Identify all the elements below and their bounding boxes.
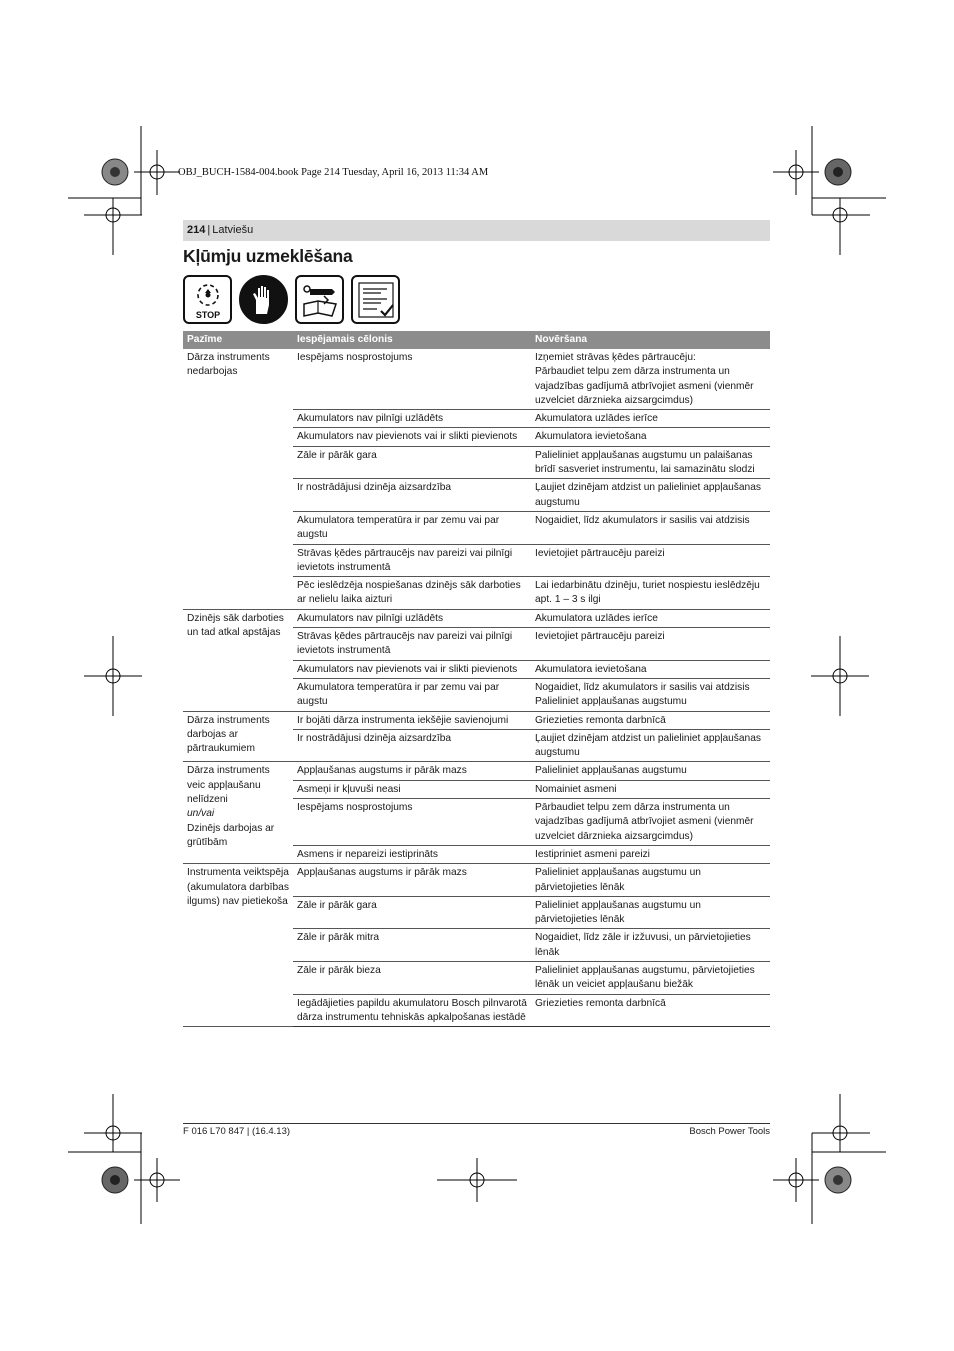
header-remedy: Novēršana [531, 331, 770, 349]
remedy-text: Lai iedarbinātu dzinēju, turiet nospiestu ieslēdzēju apt. 1 – 3 s ilgi [535, 580, 760, 606]
remedy-text: Palieliniet appļaušanas augstumu un pārvietojieties lēnāk [535, 867, 701, 893]
remedy-text: Akumulatora ievietošana [535, 431, 647, 443]
remedy-text: Akumulatora uzlādes ierīce [535, 612, 658, 624]
stop-icon [183, 275, 232, 324]
cause-cell: Pēc ieslēdzēja nospiešanas dzinējs sāk darboties ar nelielu laika aizturi [293, 577, 531, 610]
symptom-text: Dārza instruments nedarbojas [187, 352, 270, 378]
remedy-cell [531, 410, 770, 428]
table-header-row [183, 331, 770, 349]
cause-cell: Ir nostrādājusi dzinēja aizsardzība [293, 479, 531, 512]
remedy-text: Griezieties remonta darbnīcā [535, 714, 666, 726]
safety-icon-row [183, 275, 400, 325]
remedy-cell [531, 864, 770, 897]
table-body [183, 349, 770, 1027]
remedy-cell [531, 577, 770, 610]
symptom-cell [183, 762, 293, 864]
symptom-text: Instrumenta veiktspēja (akumulatora darbības ilgums) nav pietiekoša [187, 867, 289, 907]
remedy-cell [531, 799, 770, 846]
remedy-text: Akumulatora uzlādes ierīce [535, 413, 658, 425]
remedy-text: Pārbaudiet telpu zem dārza instrumenta un vajadzības gadījumā atbrīvojiet asmeni (vienmēr uzvelciet dārznieka aizsargcimdus) [535, 366, 754, 406]
remedy-cell [531, 446, 770, 479]
cause-cell: Iespējams nosprostojums [293, 349, 531, 410]
remedy-cell [531, 896, 770, 929]
cause-cell: Akumulatora temperatūra ir par zemu vai par augstu [293, 678, 531, 711]
cause-cell: Asmeņi ir kļuvuši neasi [293, 780, 531, 798]
remedy-cell [531, 780, 770, 798]
remedy-text: Iestipriniet asmeni pareizi [535, 848, 650, 860]
cause-cell: Strāvas ķēdes pārtraucējs nav pareizi vai pilnīgi ievietots instrumentā [293, 628, 531, 661]
remedy-cell [531, 349, 770, 410]
remedy-cell [531, 929, 770, 962]
remedy-cell [531, 428, 770, 446]
header-symptom: Pazīme [183, 331, 293, 349]
remedy-cell [531, 845, 770, 863]
remedy-cell [531, 511, 770, 544]
remedy-cell [531, 762, 770, 780]
remedy-text: Akumulatora ievietošana [535, 663, 647, 675]
remedy-text: Palieliniet appļaušanas augstumu un palaišanas brīdī sasveriet instrumentu, lai samazinātu slodzi [535, 449, 755, 476]
footer-doc-number: F 016 L70 847 | (16.4.13) [183, 1126, 291, 1137]
remedy-text: Nogaidiet, līdz akumulators ir sasilis vai atdzisis [535, 514, 750, 526]
cause-cell: Zāle ir pārāk gara [293, 446, 531, 479]
page-title: Kļūmju uzmeklēšana [183, 246, 353, 266]
remedy-cell [531, 678, 770, 711]
table-row [183, 349, 770, 410]
cause-cell: Akumulatora temperatūra ir par zemu vai par augstu [293, 511, 531, 544]
remedy-text: Palieliniet appļaušanas augstumu [535, 765, 687, 777]
instructions-icon [351, 275, 400, 324]
cause-cell: Strāvas ķēdes pārtraucējs nav pareizi vai pilnīgi ievietots instrumentā [293, 544, 531, 577]
cause-cell: Akumulators nav pilnīgi uzlādēts [293, 609, 531, 627]
cause-cell: Akumulators nav pievienots vai ir slikti pievienots [293, 660, 531, 678]
cause-cell: Appļaušanas augstums ir pārāk mazs [293, 762, 531, 780]
remedy-cell [531, 660, 770, 678]
stop-label: STOP [195, 309, 220, 320]
symptom-cell [183, 609, 293, 711]
remedy-cell [531, 961, 770, 994]
symptom-cell [183, 711, 293, 762]
remedy-cell [531, 729, 770, 762]
symptom-text: Dārza instruments darbojas ar pārtraukumiem [187, 714, 270, 755]
symptom-cell [183, 864, 293, 1027]
remedy-text: Ļaujiet dzinējam atdzist un palieliniet appļaušanas augstumu [535, 732, 761, 759]
remedy-cell [531, 994, 770, 1027]
remedy-text: Pārbaudiet telpu zem dārza instrumenta un vajadzības gadījumā atbrīvojiet asmeni (vienmēr uzvelciet dārznieka aizsargcimdus) [535, 802, 754, 842]
gloves-icon [239, 275, 288, 324]
cause-cell: Ir nostrādājusi dzinēja aizsardzība [293, 729, 531, 762]
cause-cell: Appļaušanas augstums ir pārāk mazs [293, 864, 531, 897]
language-label: Latviešu [212, 224, 254, 236]
remedy-text: Nomainiet asmeni [535, 783, 617, 795]
troubleshooting-table [183, 331, 770, 1027]
cause-cell: Ir bojāti dārza instrumenta iekšējie savienojumi [293, 711, 531, 729]
cause-cell: Iespējams nosprostojums [293, 799, 531, 846]
footer-brand: Bosch Power Tools [689, 1126, 770, 1137]
remedy-cell [531, 711, 770, 729]
remedy-text: Palieliniet appļaušanas augstumu un pārvietojieties lēnāk [535, 899, 701, 926]
remedy-text: Nogaidiet, līdz zāle ir izžuvusi, un pārvietojieties lēnāk [535, 932, 751, 958]
page-header-bar [183, 220, 770, 241]
symptom-text: Dzinējs darbojas ar grūtībām [187, 822, 275, 848]
remedy-text: Ievietojiet pārtraucēju pareizi [535, 631, 665, 643]
table-row [183, 762, 770, 780]
remedy-text: Palieliniet appļaušanas augstumu [535, 696, 687, 708]
page-separator: | [207, 224, 211, 236]
remedy-cell [531, 628, 770, 661]
remedy-text: Griezieties remonta darbnīcā [535, 997, 666, 1009]
remedy-text: Ļaujiet dzinējam atdzist un palieliniet appļaušanas augstumu [535, 482, 761, 508]
read-manual-icon [295, 275, 344, 324]
footer-rule [183, 1123, 770, 1124]
remedy-text: Palieliniet appļaušanas augstumu, pārvietojieties lēnāk un veiciet appļaušanu biežāk [535, 964, 755, 991]
cause-cell: Zāle ir pārāk bieza [293, 961, 531, 994]
table-row [183, 864, 770, 897]
remedy-text: Izņemiet strāvas ķēdes pārtraucēju: [535, 352, 696, 363]
remedy-cell [531, 609, 770, 627]
page-number: 214 [187, 224, 206, 236]
print-header: OBJ_BUCH-1584-004.book Page 214 Tuesday, April 16, 2013 11:34 AM [178, 167, 489, 178]
cause-cell: Iegādājieties papildu akumulatoru Bosch pilnvarotā dārza instrumentu tehniskās apkalpošanas iestādē [293, 994, 531, 1027]
symptom-text: Dārza instruments veic appļaušanu nelīdzeni [187, 765, 270, 806]
remedy-cell [531, 544, 770, 577]
remedy-text: Ievietojiet pārtraucēju pareizi [535, 547, 665, 559]
table-row [183, 609, 770, 627]
table-row [183, 711, 770, 729]
cause-cell: Akumulators nav pievienots vai ir slikti pievienots [293, 428, 531, 446]
cause-cell: Akumulators nav pilnīgi uzlādēts [293, 410, 531, 428]
symptom-cell [183, 349, 293, 609]
remedy-cell [531, 479, 770, 512]
cause-cell: Zāle ir pārāk gara [293, 896, 531, 929]
symptom-connector: un/vai [187, 808, 215, 820]
cause-cell: Zāle ir pārāk mitra [293, 929, 531, 962]
remedy-text: Nogaidiet, līdz akumulators ir sasilis vai atdzisis [535, 681, 750, 693]
header-cause: Iespējamais cēlonis [293, 331, 531, 349]
cause-cell: Asmens ir nepareizi iestiprināts [293, 845, 531, 863]
symptom-text: Dzinējs sāk darboties un tad atkal apstājas [187, 612, 284, 639]
